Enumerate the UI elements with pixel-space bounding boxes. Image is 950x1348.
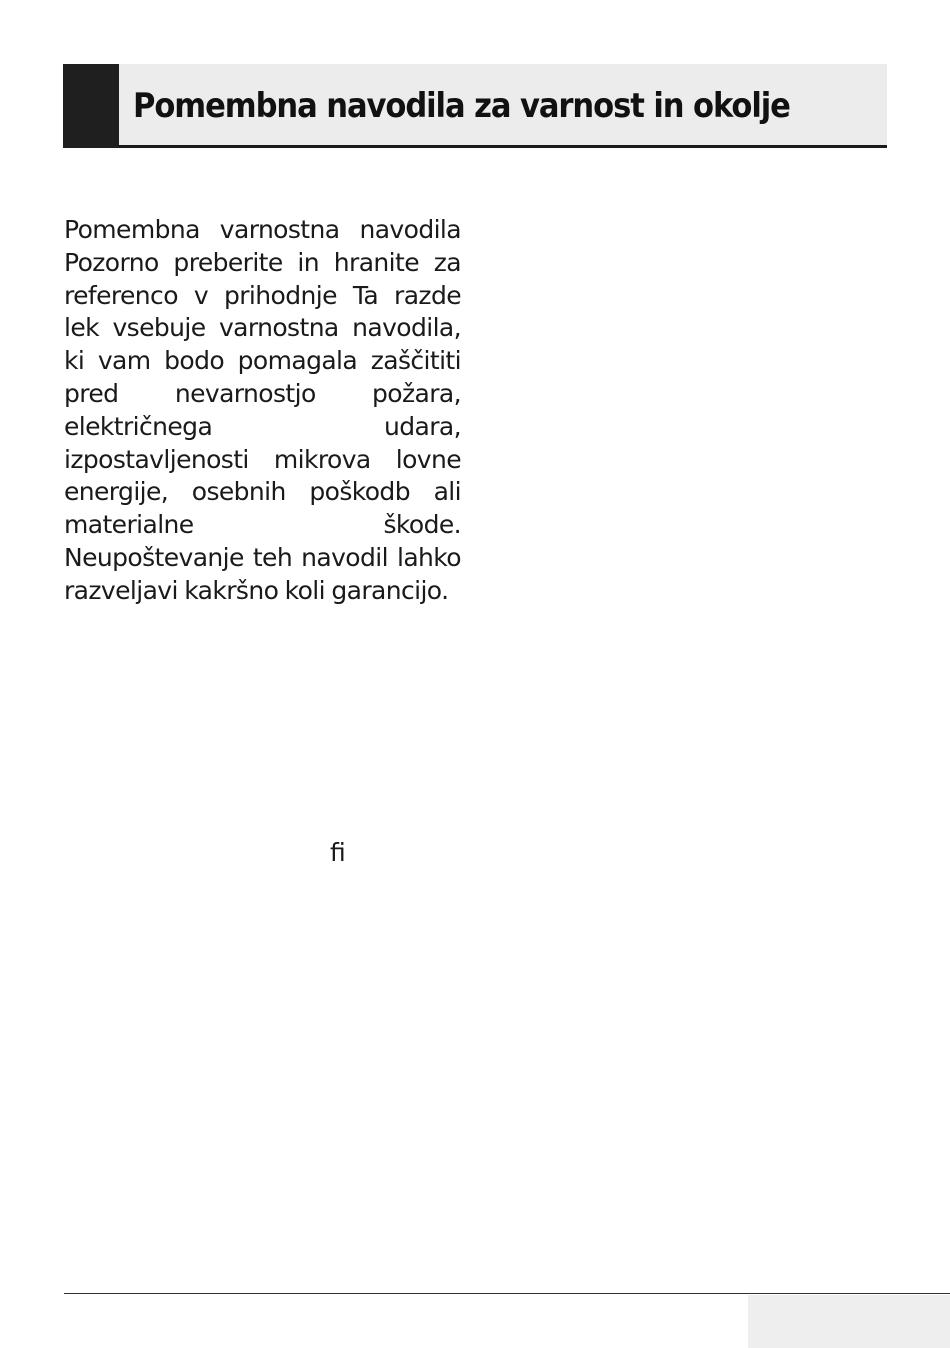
page-number-tab [748,1295,950,1348]
page-title: Pomembna navodila za varnost in okolje [133,86,790,126]
stray-ligature-glyph: ﬁ [330,838,346,867]
header-accent-block [63,64,119,148]
footer-divider [64,1293,950,1294]
safety-intro-paragraph: Pomembna varnostna navodila Pozorno preberite in hranite za referenco v prihodnje Ta razde lek vsebuje varnostna navodila, ki vam bodo pomagala zaščititi pred nevarnostjo požara, električnega udara, izpostavljenosti mikrova lovne energije, osebnih poškodb ali materialne škode. Neupoštevanje teh navodil lahko razveljavi kakršno koli garancijo. [64,215,461,605]
section-header [63,64,887,148]
